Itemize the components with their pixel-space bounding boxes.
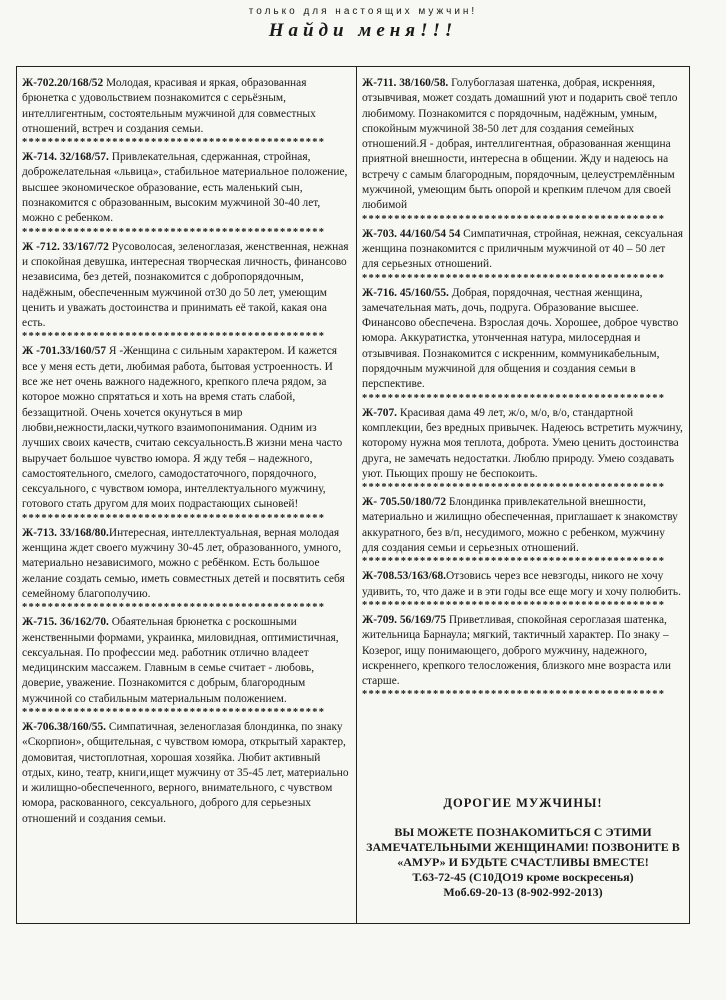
separator: *********************************************** — [362, 599, 666, 611]
separator: *********************************************** — [22, 331, 326, 343]
ad-code: Ж-715. 36/162/70. — [22, 616, 109, 629]
ad-code: Ж-703. 44/160/54 54 — [362, 227, 461, 240]
ad-item — [362, 227, 684, 273]
contact-mobile: Моб.69-20-13 (8-902-992-2013) — [443, 885, 603, 899]
ad-text: Я -Женщина с сильным характером. И кажется все у меня есть дети, любимая работа, бытовая устроенность. И все же нет очень важного надежного, крепкого плеча рядом, за которое можно спрятаться и хоть на время стать слабой, беззащитной. Очень хочется окунуться в мир любви,нежности,ласки,чуткого взаимопонимания. Одним из лучших своих качеств, считаю сексуальность.В жизни мена часто выручает большое чувство юмора. Я жду тебя – надежного, самостоятельного, смелого, самодостаточного, порядочного, сексуального, с чувством юмора, интеллектуального мужчину, готового стать другом для моих подрастающих сыновей! — [22, 345, 343, 511]
ad-text: Молодая, красивая и яркая, образованная брюнетка с удовольствием познакомится с серьёзным, интеллигентным, состоятельным мужчиной для совместных отношений, встреч и создания семьи. — [22, 77, 316, 135]
ad-text: Приветливая, спокойная сероглазая шатенка, жительница Барнаула; мягкий, тактичный характер. По знаку – Козерог, ищу понимающего, доброго мужчину, надежного, искреннего, крепкого телосложения, близкого мне возраста или старше. — [362, 613, 671, 688]
ad-text: Интересная, интеллектуальная, верная молодая женщина ждет своего мужчину 30-45 лет, образованного, умного, материально независимого, можно с ребёнком. Есть большое желание создать семью, иметь совместных детей и посвятить себя семейному благополучию. — [22, 526, 345, 600]
header-tagline: только для настоящих мужчин! — [248, 6, 478, 17]
ad-code: Ж -701.33/160/57 — [22, 345, 107, 358]
separator: *********************************************** — [22, 706, 326, 718]
ad-code: Ж-716. 45/160/55. — [362, 286, 449, 299]
ad-item — [362, 406, 684, 482]
ad-code: Ж-709. 56/169/75 — [362, 613, 447, 626]
closing-message: ВЫ МОЖЕТЕ ПОЗНАКОМИТЬСЯ С ЭТИМИ ЗАМЕЧАТЕЛЬНЫМИ ЖЕНЩИНАМИ! ПОЗВОНИТЕ В «АМУР» И БУДЬТЕ СЧАСТЛИВЫ ВМЕСТЕ! — [366, 825, 680, 869]
column-divider — [356, 66, 357, 924]
closing-block — [362, 796, 684, 900]
ad-item — [22, 150, 350, 226]
separator: *********************************************** — [22, 137, 326, 149]
ad-item — [22, 344, 350, 512]
ad-text: Симпатичная, стройная, нежная, сексуальная женщина познакомится с приличным мужчиной от 40 – 50 лет для серьезных отношений. — [362, 227, 684, 271]
ad-code: Ж -712. 33/167/72 — [22, 240, 109, 253]
ad-code: Ж-711. 38/160/58. — [362, 77, 449, 89]
ad-item — [22, 526, 350, 602]
separator: *********************************************** — [362, 689, 666, 701]
closing-greeting: ДОРОГИЕ МУЖЧИНЫ! — [443, 796, 603, 810]
ad-text: Русоволосая, зеленоглазая, женственная, нежная и спокойная девушка, интересная творческая личность, финансово независима, без детей, познакомится с добропорядочным, надёжным, обеспеченным мужчиной от30 до 50 лет, умеющим ценить и уважать достоинства и принимать её такой, какая она есть. — [22, 240, 349, 330]
separator: *********************************************** — [362, 482, 666, 494]
ad-item — [22, 720, 350, 827]
ad-text: Голубоглазая шатенка, добрая, искренняя, отзывчивая, может создать домашний уют и подарить своё тепло любимому. Познакомится с порядочным, надёжным, умным, спокойным мужчиной 38-50 лет для создания семейных отношений.Я - добрая, интеллигентная, образованная женщина приятной внешности, интересна в общении. Жду и надеюсь на встречу с самым благородным, порядочным, целеустремлённым мужчиной, умеющим быть опорой и крепким плечом для своей любимой — [362, 77, 678, 212]
ad-code: Ж-707. — [362, 406, 397, 419]
ad-code: Ж-706.38/160/55. — [22, 720, 107, 733]
ad-text: Обаятельная брюнетка с роскошными женственными формами, украинка, миловидная, оптимистичная, сексуальная. По профессии мед. работник отлично владеет медицинским массажем. Главным в семье считает - любовь, доверие, уважение. Познакомится с добрым, благородным мужчиной со стабильным материальным положением. — [22, 616, 339, 705]
ad-text: Привлекательная, сдержанная, стройная, доброжелательная «львица», стабильное материальное положение, высшее экономическое образование, есть маленький сын, познакомится с образованным, высоким мужчиной 30-40 лет, можно с ребенком. — [22, 151, 348, 225]
ad-item — [22, 615, 350, 707]
separator: *********************************************** — [362, 556, 666, 568]
ad-item — [362, 286, 684, 393]
ad-item — [22, 240, 350, 332]
ad-item — [22, 76, 350, 137]
separator: *********************************************** — [362, 213, 666, 225]
ad-text: Добрая, порядочная, честная женщина, замечательная мать, дочь, подруга. Образование высшее. Финансово обеспечена. Взрослая дочь. Хорошее, доброе чувство юмора. Аккуратистка, утонченная натура, милосердная и отзывчивая. Познакомится с искренним, коммуникабельным, порядочным мужчиной для общения и создания семьи в перспективе. — [362, 286, 679, 391]
ad-item — [362, 613, 684, 689]
left-column — [22, 72, 350, 922]
ad-code: Ж-713. 33/168/80. — [22, 526, 109, 539]
right-column — [362, 72, 684, 922]
separator: *********************************************** — [362, 272, 666, 284]
separator: *********************************************** — [22, 602, 326, 614]
contact-phone: Т.63-72-45 (С10ДО19 кроме воскресенья) — [412, 870, 634, 884]
ad-code: Ж-702.20/168/52 — [22, 77, 104, 89]
ad-code: Ж-714. 32/168/57. — [22, 151, 109, 164]
ad-item — [362, 495, 684, 556]
separator: *********************************************** — [22, 226, 326, 238]
ad-text: Симпатичная, зеленоглазая блондинка, по знаку «Скорпион», общительная, с чувством юмора, открытый характер, домовитая, чистоплотная, хорошая хозяйка. Любит активный отдых, кино, театр, книги,ищет мужчину от 35-45 лет, материально и жилищно-обеспеченного, верного, внимательного, с чувством юмора, раскованного, сексуального, доброго для серьезных отношений и создания семьи. — [22, 720, 349, 825]
separator: *********************************************** — [22, 512, 326, 524]
ad-item — [362, 76, 684, 214]
ad-text: Блондинка привлекательной внешности, материально и жилищно обеспеченная, приглашает к знакомству аккуратного, без в/п, несудимого, можно с ребенком, мужчину для создания семьи и серьезных отношений. — [362, 496, 678, 555]
ad-text: Отзовись через все невзгоды, никого не хочу удивить, то, что даже и в эти годы все еще могу и хочу полюбить. — [362, 570, 681, 598]
ad-text: Красивая дама 49 лет, ж/о, м/о, в/о, стандартной комплекции, без вредных привычек. Надеюсь встретить мужчину, которому нужна моя теплота, доброта. Умею ценить достоинства друга, не замечать недостатки. Люблю природу. Умею создавать уют. Пьющих прошу не беспокоить. — [362, 406, 683, 480]
ad-item — [362, 569, 684, 600]
page-title: Найди меня!!! — [268, 20, 458, 41]
ad-code: Ж- 705.50/180/72 — [362, 496, 447, 509]
separator: *********************************************** — [362, 392, 666, 404]
ad-code: Ж-708.53/163/68. — [362, 570, 447, 583]
